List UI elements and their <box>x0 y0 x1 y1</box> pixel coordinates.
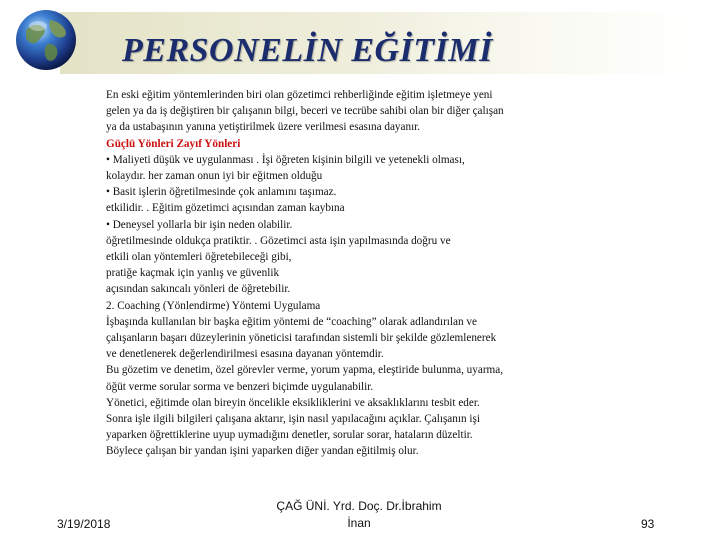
body-line: İşbaşında kullanılan bir başka eğitim yöntemi de “coaching” olarak adlandırılan ve <box>106 315 477 328</box>
globe-icon <box>14 8 78 72</box>
body-line: çalışanların başarı düzeylerinin yöneticisi tarafından sistemli bir şekilde gözlemlenerek <box>106 332 497 345</box>
body-line: pratiğe kaçmak için yanlış ve güvenlik <box>106 267 280 280</box>
body-line: 2. Coaching (Yönlendirme) Yöntemi Uygulama <box>106 299 321 312</box>
slide-title: PERSONELİN EĞİTİMİ <box>122 32 493 69</box>
body-line: ve denetlenerek değerlendirilmesi esasına dayanan yöntemdir. <box>106 348 384 361</box>
footer-author <box>244 498 474 532</box>
body-line: • Maliyeti düşük ve uygulanması . İşi öğreten kişinin bilgili ve yetenekli olması, <box>106 153 465 166</box>
body-line: ya da ustabaşının yanına yetiştirilmek üzere verilmesi esasına dayanır. <box>106 121 421 134</box>
body-line: yaparken öğrettiklerine uyup uymadığını denetler, sorular sorar, hataların düzeltir. <box>106 429 473 442</box>
body-line: kolaydır. her zaman onun iyi bir eğitmen olduğu <box>106 170 323 183</box>
body-line: • Basit işlerin öğretilmesinde çok anlamını taşımaz. <box>106 186 337 199</box>
footer-date: 3/19/2018 <box>57 517 111 531</box>
body-line: • Deneysel yollarla bir işin neden olabilir. <box>106 218 293 231</box>
body-line: En eski eğitim yöntemlerinden biri olan gözetimci rehberliğinde eğitim işletmeye yeni <box>106 89 493 101</box>
body-line: gelen ya da iş değiştiren bir çalışanın bilgi, beceri ve tecrübe sahibi olan bir diğer çalışan <box>106 105 504 118</box>
body-line: etkilidir. . Eğitim gözetimci açısından zaman kaybına <box>106 202 345 215</box>
body-line: öğretilmesinde oldukça pratiktir. . Gözetimci asta işin yapılmasında doğru ve <box>106 234 451 247</box>
body-line: öğüt verme sorular sorma ve benzeri biçimde uygulanabilir. <box>106 380 374 393</box>
footer-author-line: İnan <box>347 516 371 530</box>
page-number: 93 <box>641 517 655 531</box>
body-line: Yönetici, eğitimde olan bireyin öncelikle eksikliklerini ve aksaklıklarını tesbit eder. <box>106 396 480 409</box>
body-line: açısından sakıncalı yönleri de öğretebilir. <box>106 283 291 296</box>
body-line: Sonra işle ilgili bilgileri çalışana aktarır, işin nasıl yapılacağını açıklar. Çalışanın işi <box>106 413 480 426</box>
body-line: etkili olan yöntemleri öğretebileceği gibi, <box>106 251 292 264</box>
strengths-weaknesses-heading: Güçlü Yönleri Zayıf Yönleri <box>106 137 241 150</box>
footer-author-line: ÇAĞ ÜNİ. Yrd. Doç. Dr.İbrahim <box>276 499 442 513</box>
body-line: Böylece çalışan bir yandan işini yaparken diğer yandan eğitilmiş olur. <box>106 445 419 458</box>
body-line: Bu gözetim ve denetim, özel görevler verme, yorum yapma, eleştiride bulunma, uyarma, <box>106 364 504 377</box>
slide-body <box>106 87 606 460</box>
